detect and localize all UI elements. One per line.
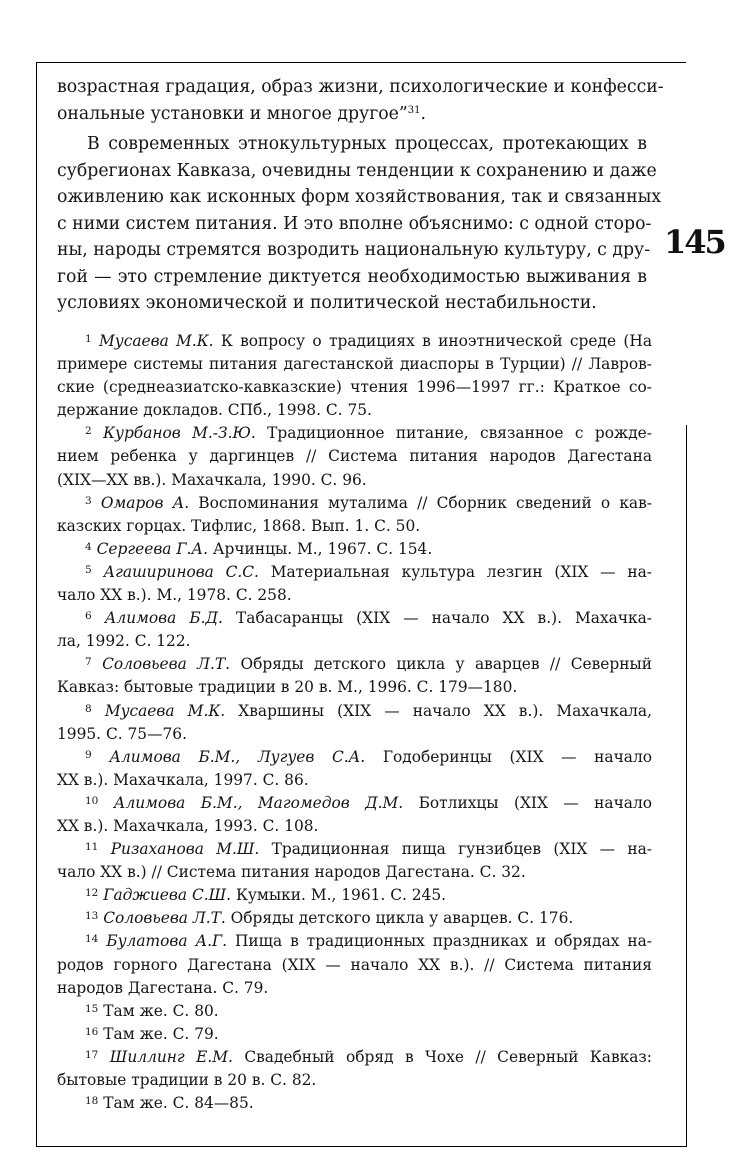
- footnote-text: Обряды детского цикла у аварцев. С. 176.: [225, 909, 574, 928]
- paragraph-2: [57, 131, 662, 317]
- footnote-author: Соловьева Л.Т.: [102, 655, 231, 674]
- footnote-author: Шиллинг Е.М.: [109, 1047, 233, 1066]
- footnote-text: Традиционное питание, связанное с рожде-: [255, 424, 652, 443]
- footnote-text: Там же. С. 80.: [103, 1001, 219, 1020]
- footnote-text: Материальная культура лезгин (XIX — на-: [258, 562, 652, 581]
- footnote-line: [57, 1023, 652, 1046]
- footnote-line: [57, 1092, 652, 1115]
- footnote-line: [57, 1046, 652, 1069]
- text-line: гой — это стремление диктуется необходимостью выживания в: [57, 266, 647, 287]
- footnote-line: [57, 907, 652, 930]
- footnote-author: Алимова Б.Д.: [104, 609, 223, 628]
- footnote-line: [57, 630, 652, 653]
- footnote-text: Там же. С. 79.: [103, 1024, 219, 1043]
- footnote-line: [57, 954, 652, 977]
- footnote-line: [57, 838, 652, 861]
- footnote-4: [57, 538, 652, 561]
- footnote-line: [57, 746, 652, 769]
- footnote-line: [57, 445, 652, 468]
- text-line: субрегионах Кавказа, очевидны тенденции к сохранению и даже: [57, 160, 657, 181]
- footnote-text: Обряды детского цикла у аварцев // Северный: [230, 655, 652, 674]
- footnote-author: Сергеева Г.А.: [96, 539, 208, 558]
- footnote-6: [57, 607, 652, 653]
- footnote-line: [57, 723, 652, 746]
- footnote-text: бытовые традиции в 20 в. С. 82.: [57, 1071, 317, 1089]
- footnote-1: [57, 330, 652, 422]
- footnote-text: (XIX—XX вв.). Махачкала, 1990. С. 96.: [57, 470, 367, 489]
- text-line: условиях экономической и политической нестабильности.: [57, 293, 597, 313]
- footnote-text: XX в.). Махачкала, 1993. С. 108.: [57, 816, 319, 835]
- footnote-14: [57, 930, 652, 999]
- footnote-text: К вопросу о традициях в иноэтнической среде (На: [213, 332, 652, 350]
- page-frame-bottom-rule: [36, 1146, 686, 1147]
- footnote-line: [57, 584, 652, 607]
- footnote-13: [57, 907, 652, 930]
- footnote-number: 17: [85, 1048, 99, 1061]
- text-line: В современных этнокультурных процессах, протекающих в: [87, 134, 647, 154]
- footnote-line: [57, 1000, 652, 1023]
- page-frame-top-rule: [36, 62, 686, 63]
- footnote-number: 1: [85, 333, 92, 345]
- footnote-author: Мусаева М.К.: [104, 701, 226, 720]
- footnote-line: [57, 515, 652, 538]
- footnote-author: Соловьева Л.Т.: [103, 909, 226, 928]
- footnote-text: держание докладов. СПб., 1998. С. 75.: [57, 401, 372, 420]
- footnote-line: [57, 607, 652, 630]
- footnote-number: 5: [85, 563, 92, 576]
- footnote-text: Там же. С. 84—85.: [103, 1094, 254, 1113]
- footnote-number: 3: [85, 494, 92, 507]
- footnote-line: [57, 538, 652, 561]
- footnote-text: Традиционная пища гунзибцев (XIX — на-: [259, 840, 652, 859]
- footnote-line: [57, 422, 652, 445]
- footnote-line: [57, 792, 652, 815]
- footnote-text: родов горного Дагестана (XIX — начало XX в.). // Система питания: [57, 955, 652, 974]
- footnote-line: [57, 769, 652, 792]
- footnote-line: [57, 884, 652, 907]
- footnote-text: Табасаранцы (XIX — начало XX в.). Махачка-: [222, 609, 652, 628]
- main-text: [57, 74, 664, 317]
- footnote-number: 8: [85, 702, 92, 715]
- footnote-15: [57, 1000, 652, 1023]
- footnote-2: [57, 422, 652, 491]
- footnote-text: Арчинцы. М., 1967. С. 154.: [207, 539, 433, 558]
- footnote-3: [57, 492, 652, 538]
- footnote-line: [57, 700, 652, 723]
- footnote-number: 10: [85, 794, 99, 807]
- footnote-author: Курбанов М.-З.Ю.: [103, 424, 256, 443]
- text-line: [57, 101, 647, 128]
- footnote-line: [57, 399, 652, 422]
- footnote-9: [57, 746, 652, 792]
- text-line: ны, народы стремятся возродить национальную культуру, с дру-: [57, 240, 651, 260]
- footnote-text: чало XX в.). М., 1978. С. 258.: [57, 586, 292, 605]
- footnote-number: 13: [85, 910, 99, 923]
- footnote-text: народов Дагестана. С. 79.: [57, 978, 269, 997]
- footnote-line: [57, 1069, 652, 1092]
- footnote-number: 6: [85, 610, 92, 623]
- footnote-line: [57, 330, 652, 353]
- footnote-line: [57, 492, 652, 515]
- footnote-line: [57, 930, 652, 953]
- footnote-author: Булатова А.Г.: [106, 932, 228, 951]
- footnote-17: [57, 1046, 652, 1092]
- footnote-line: [57, 653, 652, 676]
- footnote-16: [57, 1023, 652, 1046]
- footnote-number: 4: [85, 540, 92, 553]
- footnote-text: нием ребенка у даргинцев // Система питания народов Дагестана: [57, 447, 652, 466]
- footnote-text: XX в.). Махачкала, 1997. С. 86.: [57, 770, 309, 789]
- footnote-line: [57, 676, 652, 699]
- footnote-text: ла, 1992. С. 122.: [57, 632, 191, 651]
- footnote-text: Кумыки. М., 1961. С. 245.: [231, 886, 447, 905]
- footnote-author: Омаров А.: [100, 493, 190, 512]
- footnote-line: [57, 561, 652, 584]
- footnote-number: 2: [85, 425, 92, 438]
- footnote-ref: 31: [407, 104, 421, 116]
- page-number: 145: [664, 223, 725, 261]
- footnote-text: Годоберинцы (XIX — начало: [365, 747, 652, 766]
- text-line: возрастная градация, образ жизни, психологические и конфесси-: [57, 77, 664, 97]
- footnote-line: [57, 376, 652, 399]
- footnote-text: Кавказ: бытовые традиции в 20 в. М., 1996. С. 179—180.: [57, 678, 518, 697]
- footnote-text: 1995. С. 75—76.: [57, 724, 187, 743]
- footnote-line: [57, 353, 652, 376]
- footnote-line: [57, 815, 652, 838]
- footnote-8: [57, 700, 652, 746]
- footnote-author: Мусаева М.К.: [99, 332, 214, 350]
- footnote-author: Алимова Б.М., Лугуев С.А.: [109, 747, 366, 766]
- footnote-number: 7: [85, 656, 92, 669]
- footnote-number: 9: [85, 748, 92, 761]
- footnote-text: Хваршины (XIX — начало XX в.). Махачкала,: [225, 701, 652, 720]
- footnote-number: 14: [85, 933, 99, 946]
- footnote-number: 15: [85, 1002, 99, 1015]
- text-line-tail: .: [420, 103, 426, 124]
- footnote-line: [57, 861, 652, 884]
- footnote-author: Алимова Б.М., Магомедов Д.М.: [113, 793, 404, 812]
- footnote-text: Воспоминания муталима // Сборник сведений о кав-: [189, 493, 652, 512]
- footnote-18: [57, 1092, 652, 1115]
- footnote-author: Ризаханова М.Ш.: [110, 840, 260, 859]
- text-line: оживлению как исконных форм хозяйствования, так и связанных: [57, 187, 662, 207]
- page-frame-right-rule: [686, 425, 687, 1147]
- footnote-text: Пища в традиционных праздниках и обрядах на-: [227, 932, 652, 951]
- page-frame-left-rule: [36, 62, 37, 1147]
- footnote-author: Гаджиева С.Ш.: [103, 886, 232, 905]
- footnote-line: [57, 977, 652, 1000]
- footnote-number: 16: [85, 1025, 99, 1038]
- footnote-text: Свадебный обряд в Чохе // Северный Кавказ:: [232, 1047, 652, 1066]
- footnote-text: чало XX в.) // Система питания народов Дагестана. С. 32.: [57, 863, 526, 882]
- text-line-content: ональные установки и многое другое”: [57, 103, 408, 124]
- footnote-text: Ботлихцы (XIX — начало: [403, 793, 652, 812]
- footnote-number: 11: [85, 841, 99, 854]
- footnote-10: [57, 792, 652, 838]
- footnote-text: ские (среднеазиатско-кавказские) чтения 1996—1997 гг.: Краткое со-: [57, 378, 652, 397]
- footnote-text: казских горцах. Тифлис, 1868. Вып. 1. С. 50.: [57, 516, 421, 535]
- footnote-author: Агаширинова С.С.: [103, 562, 259, 581]
- footnote-number: 18: [85, 1095, 99, 1108]
- paragraph-1: [57, 74, 664, 127]
- footnote-number: 12: [85, 887, 99, 900]
- footnotes: [57, 330, 652, 1115]
- text-line: с ними систем питания. И это вполне объяснимо: с одной сторо-: [57, 213, 652, 234]
- footnote-5: [57, 561, 652, 607]
- footnote-text: примере системы питания дагестанской диаспоры в Турции) // Лавров-: [57, 355, 652, 374]
- footnote-line: [57, 469, 652, 492]
- footnote-7: [57, 653, 652, 699]
- footnote-12: [57, 884, 652, 907]
- footnote-11: [57, 838, 652, 884]
